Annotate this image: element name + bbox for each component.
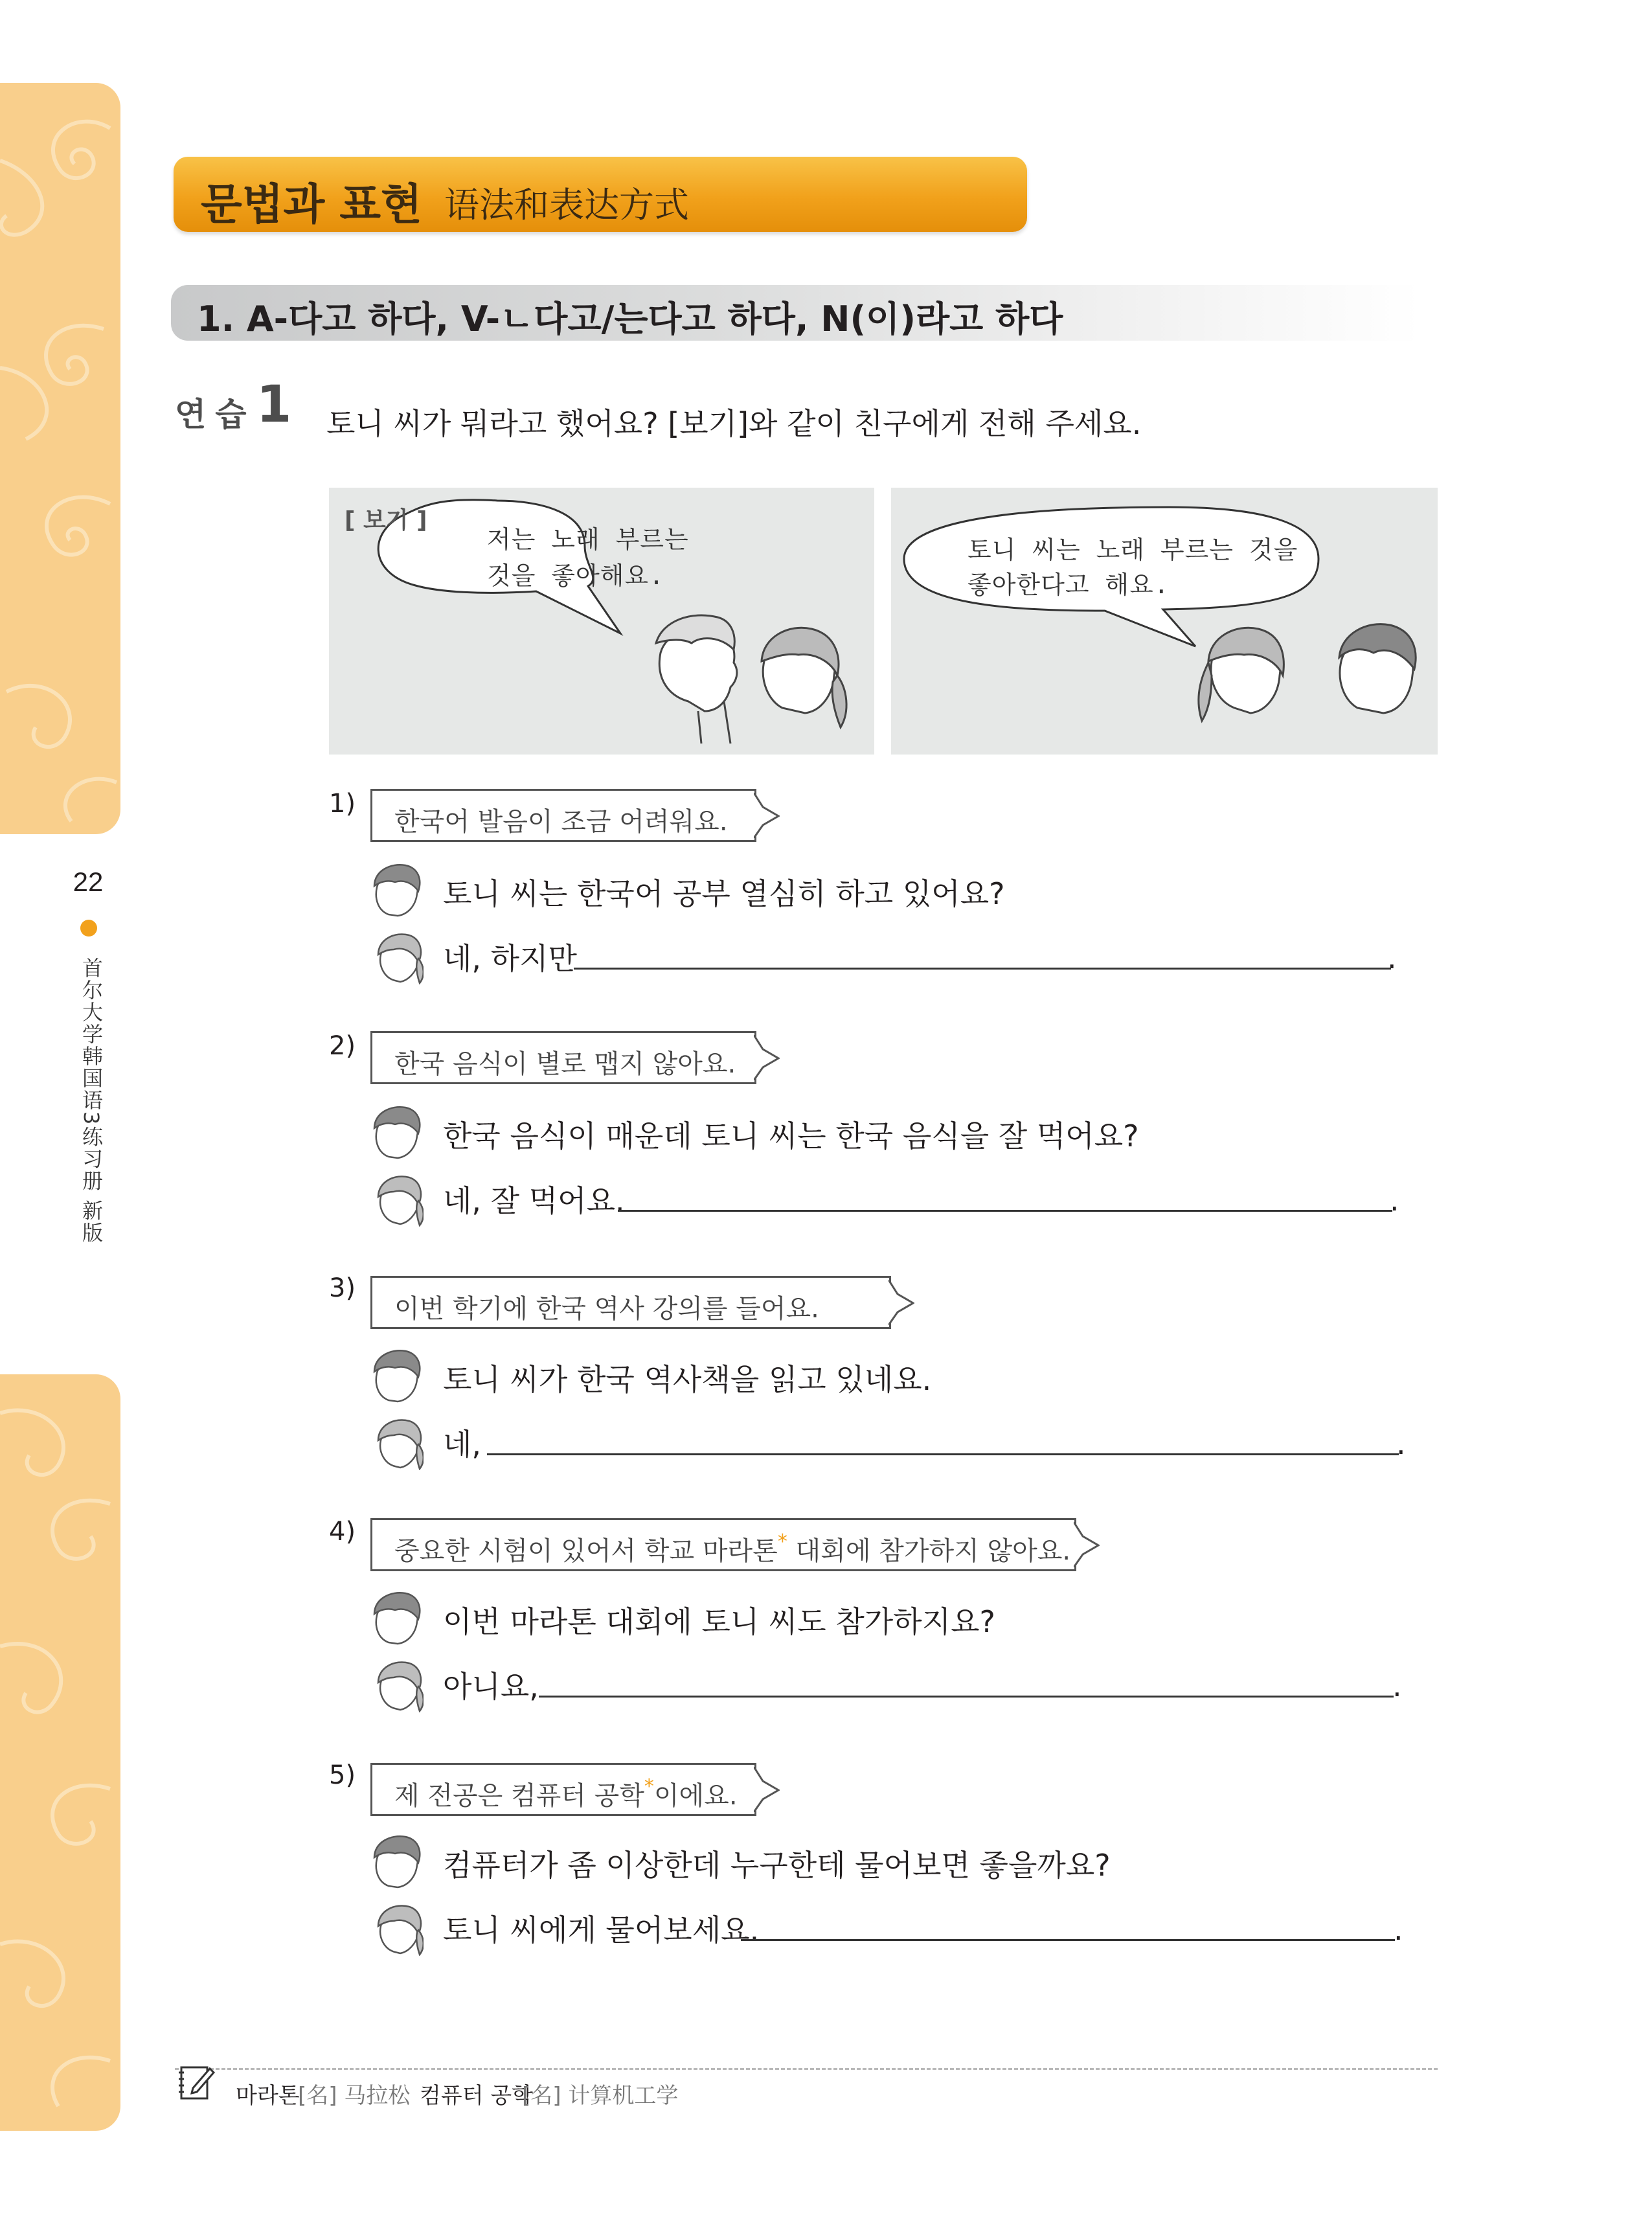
page-dot-marker xyxy=(80,920,97,937)
grammar-heading: 1. A-다고 하다, V-ㄴ다고/는다고 하다, N(이)라고 하다 xyxy=(197,299,1063,339)
quote-text: 한국 음식이 별로 맵지 않아요. xyxy=(394,1049,736,1079)
girl-face-icon xyxy=(369,1168,424,1227)
example-panel-left xyxy=(329,488,874,755)
question-text: 컴퓨터가 좀 이상한데 누구한테 물어보면 좋을까요? xyxy=(443,1848,1111,1883)
page-number: 22 xyxy=(73,867,104,897)
question-number: 3) xyxy=(329,1273,356,1303)
boy-face-icon xyxy=(369,1832,424,1890)
question-text: 토니 씨가 한국 역사책을 읽고 있네요. xyxy=(443,1362,932,1397)
footer-divider xyxy=(175,2068,1438,2070)
speech-tail-icon xyxy=(888,1280,914,1325)
quote-box xyxy=(370,1518,1076,1571)
section-subtitle: 语法和表达方式 xyxy=(444,185,689,225)
answer-period: . xyxy=(1390,1183,1399,1218)
girl-face-icon xyxy=(1199,628,1284,721)
cloud-swirl-icon xyxy=(0,83,120,834)
quote-text: 한국어 발음이 조금 어려워요. xyxy=(394,807,728,837)
example-bubble-line: 토니 씨는 노래 부르는 것을 xyxy=(967,536,1298,564)
section-title: 문법과 표현 xyxy=(201,179,422,229)
vocab-word: 마라톤 xyxy=(236,2083,300,2109)
question-number: 2) xyxy=(329,1031,356,1061)
answer-blank[interactable] xyxy=(574,968,1391,970)
girl-face-icon xyxy=(369,1654,424,1712)
answer-period: . xyxy=(1396,1426,1406,1461)
answer-blank[interactable] xyxy=(618,1210,1392,1212)
footnote-star-icon: * xyxy=(644,1775,654,1798)
answer-blank[interactable] xyxy=(741,1939,1395,1941)
cloud-swirl-icon xyxy=(0,1374,120,2131)
quote-text: 중요한 시험이 있어서 학교 마라톤* 대회에 참가하지 않아요. xyxy=(394,1530,1071,1566)
answer-blank[interactable] xyxy=(539,1696,1394,1698)
boy-face-icon xyxy=(369,1588,424,1646)
example-panel-right xyxy=(891,488,1438,755)
side-decoration-band xyxy=(0,1374,120,2131)
question-number: 1) xyxy=(329,789,356,819)
boy-face-icon xyxy=(369,1102,424,1161)
vocab-gloss: [名] 马拉松 xyxy=(298,2083,411,2109)
question-text: 토니 씨는 한국어 공부 열심히 하고 있어요? xyxy=(443,876,1005,911)
quote-text: 제 전공은 컴퓨터 공학*이에요. xyxy=(394,1775,738,1811)
answer-period: . xyxy=(1392,1668,1402,1703)
note-pencil-icon xyxy=(179,2062,215,2101)
boy-face-icon xyxy=(656,615,737,744)
speech-tail-icon xyxy=(754,1035,780,1080)
boy-face-icon xyxy=(1339,624,1416,713)
speech-tail-icon xyxy=(754,1767,780,1812)
grammar-heading-bar xyxy=(171,285,1421,341)
example-label: [ 보기 ] xyxy=(345,507,427,534)
answer-prompt: 아니요, xyxy=(443,1669,539,1704)
answer-prompt: 토니 씨에게 물어보세요. xyxy=(443,1913,760,1948)
speech-tail-icon xyxy=(754,793,780,838)
vocab-gloss: [名] 计算机工学 xyxy=(522,2083,679,2109)
section-banner xyxy=(174,157,1027,232)
exercise-label: 연습 xyxy=(175,396,256,433)
answer-period: . xyxy=(1387,940,1397,975)
quote-box xyxy=(370,789,756,842)
quote-box xyxy=(370,1763,756,1816)
girl-face-icon xyxy=(762,628,846,727)
answer-prompt: 네, 잘 먹어요. xyxy=(443,1183,625,1218)
boy-face-icon xyxy=(369,1346,424,1404)
exercise-instruction: 토니 씨가 뭐라고 했어요? [보기]와 같이 친구에게 전해 주세요. xyxy=(326,406,1142,441)
answer-prompt: 네, xyxy=(443,1427,482,1462)
speech-tail-icon xyxy=(1074,1522,1100,1567)
quote-text: 이번 학기에 한국 역사 강의를 들어요. xyxy=(394,1294,819,1324)
answer-prompt: 네, 하지만 xyxy=(443,941,577,976)
girl-face-icon xyxy=(369,1412,424,1470)
exercise-number: 1 xyxy=(256,376,292,434)
boy-face-icon xyxy=(369,860,424,918)
girl-face-icon xyxy=(369,1898,424,1956)
book-title-caption: 首尔大学韩国语3练习册 新版 xyxy=(79,957,104,1244)
example-illustration xyxy=(891,488,1438,755)
vocab-word: 컴퓨터 공학 xyxy=(420,2083,534,2109)
quote-box xyxy=(370,1031,756,1084)
question-number: 5) xyxy=(329,1760,356,1790)
question-number: 4) xyxy=(329,1517,356,1547)
example-bubble-line: 저는 노래 부르는 xyxy=(487,525,689,554)
example-bubble-line: 것을 좋아해요. xyxy=(487,562,665,590)
answer-period: . xyxy=(1394,1912,1403,1947)
footnote-star-icon: * xyxy=(777,1530,787,1553)
side-decoration-band xyxy=(0,83,120,834)
question-text: 한국 음식이 매운데 토니 씨는 한국 음식을 잘 먹어요? xyxy=(443,1119,1139,1153)
answer-blank[interactable] xyxy=(487,1453,1399,1455)
quote-box xyxy=(370,1276,891,1329)
girl-face-icon xyxy=(369,926,424,984)
question-text: 이번 마라톤 대회에 토니 씨도 참가하지요? xyxy=(443,1604,995,1639)
example-bubble-line: 좋아한다고 해요. xyxy=(967,571,1170,599)
